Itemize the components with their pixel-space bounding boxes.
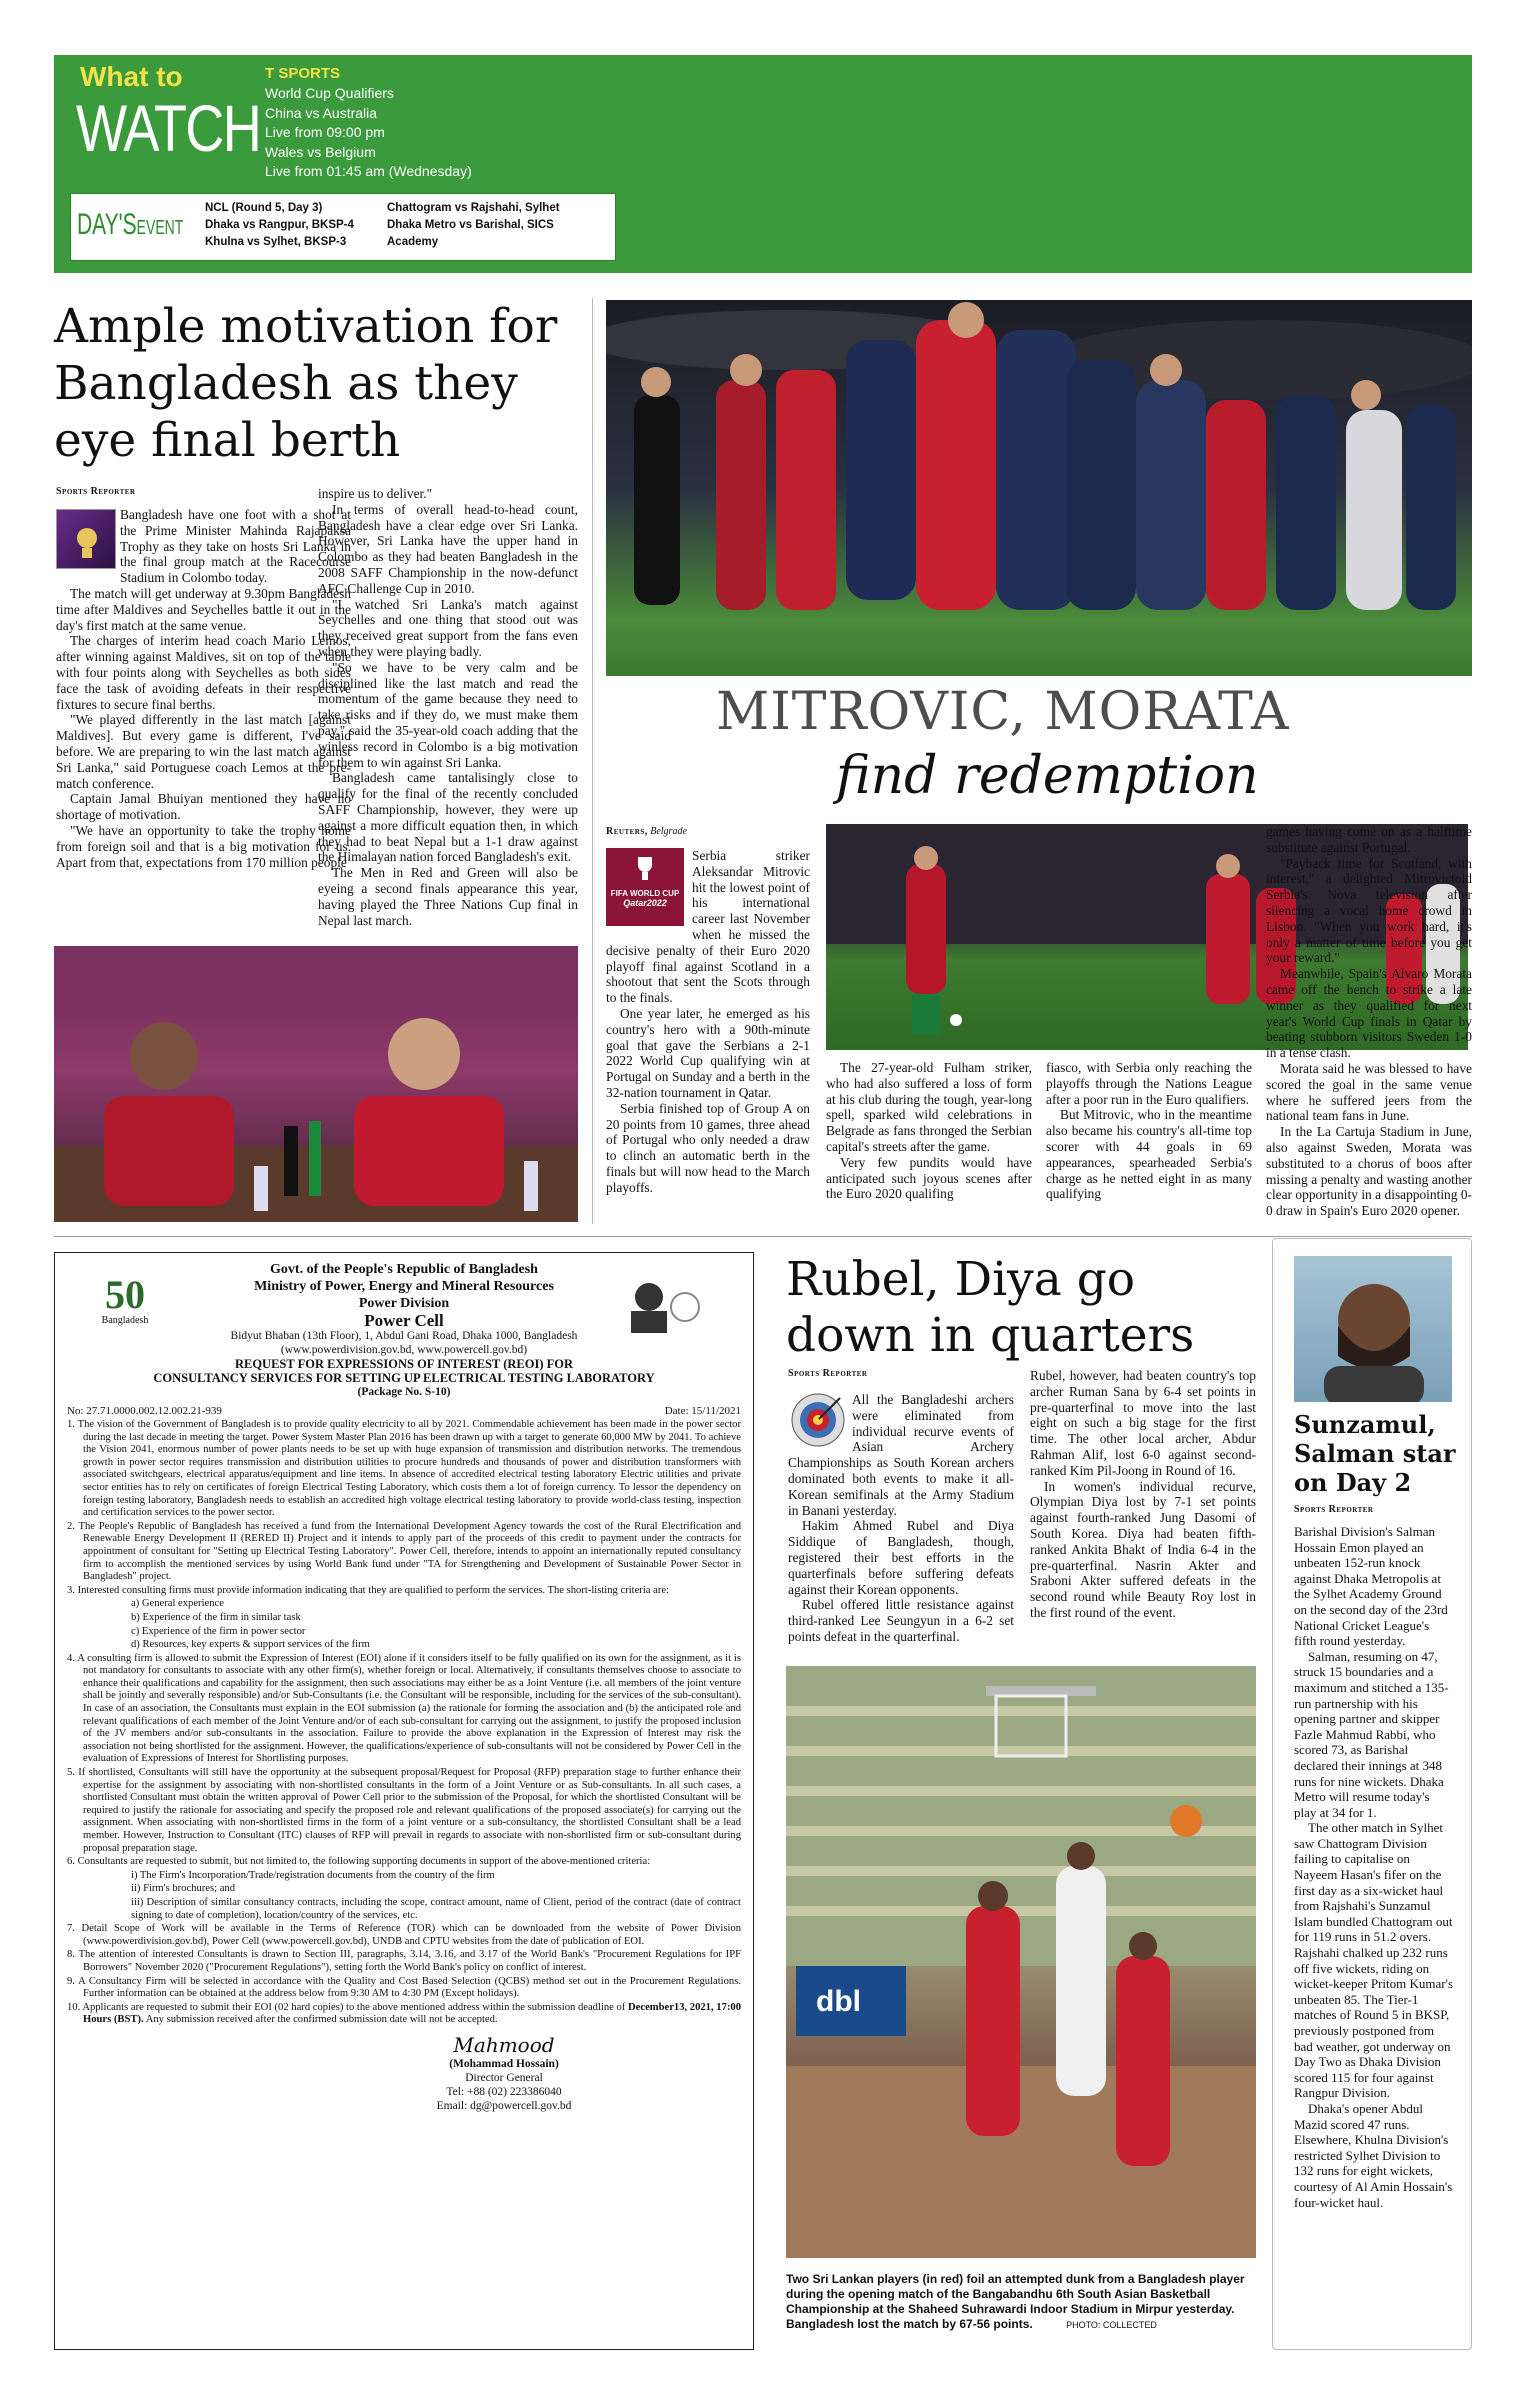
story3-headline: Rubel, Diya go down in quarters bbox=[786, 1252, 1195, 1363]
story1-headline: Ample motivation for Bangladesh as they eye final berth bbox=[54, 299, 558, 468]
paragraph: "Payback time for Scotland, with interest," a delighted Mitrovictold Serbia's Nova television after silencing a vocal home crowd in Lisbon. "When you work hard, it's only a matter of time before you get your reward." bbox=[1266, 855, 1472, 966]
paragraph: Serbia striker Aleksandar Mitrovic hit the lowest point of his international career last November when he missed the decisive penalty of their Euro 2020 playoff final against Scotland in a shootout that sent the Scots through to the finals. bbox=[606, 848, 810, 1006]
event-item: Academy bbox=[387, 236, 439, 248]
paragraph: Serbia finished top of Group A on 20 points from 10 games, three ahead of Portugal who only needed a draw to clinch an automatic berth in the finals but will now head to the March playoffs. bbox=[606, 1100, 810, 1195]
banner-line: Wales vs Belgium bbox=[265, 143, 376, 160]
sig-tel: Tel: +88 (02) 223386040 bbox=[446, 2085, 562, 2098]
ad-title: (Package No. S-10) bbox=[357, 1386, 451, 1398]
what-to-watch-banner bbox=[54, 55, 1472, 273]
event-label-b: EVENT bbox=[136, 217, 184, 239]
logo-caption: Bangladesh bbox=[101, 1315, 149, 1326]
story3-col1 bbox=[788, 1392, 1014, 1645]
story2-col4 bbox=[1266, 824, 1472, 1219]
ad-cell: Power Cell bbox=[364, 1311, 444, 1330]
icon-spacer bbox=[788, 1392, 852, 1452]
days-event-label bbox=[77, 208, 183, 242]
press-conference-illustration bbox=[54, 946, 578, 1222]
basketball-photo bbox=[786, 1666, 1256, 2258]
event-item: Dhaka vs Rangpur, BKSP-4 bbox=[205, 219, 354, 231]
paragraph: Barishal Division's Salman Hossain Emon played an unbeaten 152-run knock against Dhaka Metropolis at the Sylhet Academy Ground on the second day of the 23rd National Cricket League's fifth round yesterday. bbox=[1294, 1524, 1448, 1649]
paragraph: In the La Cartuja Stadium in June, also against Sweden, Morata was substituted to a chorus of boos after missing a penalty and wasting another clear opportunity in a disappointing 0-0 draw in Spain's Euro 2020 opener. bbox=[1266, 1124, 1472, 1219]
ad-ref-row bbox=[67, 1405, 741, 1417]
ad-deadline: December13, 2021, 17:00 Hours (BST). bbox=[83, 2001, 742, 2026]
caption-text: Two Sri Lankan players (in red) foil an attempted dunk from a Bangladesh player during the opening match of the Bangabandhu 6th South Asian Basketball Championship at the Shaheed Suhrawardi Indoor Stadium in Mirpur yesterday. Bangladesh lost the match by 67-56 points. bbox=[786, 2272, 1245, 2331]
logo-spacer bbox=[56, 507, 120, 571]
banner-line: Live from 01:45 am (Wednesday) bbox=[265, 163, 472, 179]
ad-para bbox=[67, 2002, 741, 2027]
paragraph: The other match in Sylhet saw Chattogram Division failing to capitalise on Nayeem Hasan's fifer on the first day as a six-wicket haul from Rajshahi's Sunzamul Islam bundled Chattogram out for 119 runs in 51.2 overs. Rajshahi chalked up 232 runs off five wickets, riding on wicket-keeper Pritom Kumar's unbeaten 85. The Tier-1 matches of Round 5 in BKSP, previously postponed from bad weather, got underway on Day Two as Dhaka Division scored 115 for four against Rangpur Division. bbox=[1294, 1820, 1454, 2101]
paragraph: Rubel, however, had beaten country's top archer Ruman Sana by 6-4 set points in pre-quarterfinal to move into the last eight on such a big stage for the first time. The other local archer, Abdur Rahman Alif, lost 6-0 against second-ranked Kim Pil-Joong in Round of 16. bbox=[1030, 1368, 1256, 1478]
event-col-1 bbox=[205, 200, 354, 251]
ad-para: 8. The attention of interested Consultants is drawn to Section III, paragraphs, 3.14, 3.16, and 3.17 of the World Bank's "Procurement Regulations for IPF Borrowers" November 2020 ("Procurement Regulations"), setting forth the World Bank's policy on conflict of interest. bbox=[67, 1949, 741, 1973]
spain-celebration-photo bbox=[606, 300, 1472, 676]
ad-criteria: iii) Description of similar consultancy contracts, including the scope, contract amount, name of Client, period of the contract (date of contract signing to date of completion), location/country of the services, etc. bbox=[131, 1896, 741, 1921]
ad-para: 6. Consultants are requested to submit, but not limited to, the following supporting documents in support of the above-mentioned criteria: bbox=[67, 1856, 651, 1868]
paragraph: fiasco, with Serbia only reaching the playoffs through the Nations League after a poor run in the Euro qualifiers. bbox=[1046, 1060, 1252, 1107]
ad-title: CONSULTANCY SERVICES FOR SETTING UP ELECTRICAL TESTING LABORATORY bbox=[153, 1371, 655, 1385]
ad-para-10c: Any submission received after the confirmed submission date will not be accepted. bbox=[143, 2014, 498, 2026]
logo-text-b: Qatar2022 bbox=[623, 898, 667, 908]
banner-watch: WATCH bbox=[76, 91, 261, 165]
ad-gov: Govt. of the People's Republic of Bangladesh bbox=[270, 1262, 538, 1277]
story2-byline bbox=[606, 826, 687, 837]
ad-para: 5. If shortlisted, Consultants will still have the opportunity at the subsequent proposal/Request for Proposal (RFP) preparation stage to further enhance their expertise for the assignment by associating with non-shortlisted consultants in the form of a Joint Venture or as Sub-consultants. In all such cases, a shortlisted Consultant must obtain the written approval of Power Cell prior to the submission of the Proposal, for which the shortlisted Consultant will be required to justify the rationale for associating and specify the proposed role and relevant qualifications of the proposed associate(s) for carrying out the assignment. When associating with non-shortlisted firms in the form of a joint venture or a sub-consultancy, the shortlisted Consultant shall be a lead member. However, Instruction to Consultant (ITC) clauses of RFP will prevail in regards to associate with non-shortlisted firm or sub-consultant during proposal preparation stage. bbox=[67, 1767, 741, 1854]
paragraph: games having come on as a halftime substitute against Portugal. bbox=[1266, 824, 1472, 855]
ad-criteria: a) General experience bbox=[131, 1598, 224, 1610]
logo-number: 50 bbox=[105, 1272, 145, 1317]
portrait-icon bbox=[615, 1275, 705, 1335]
story2-col1 bbox=[606, 848, 810, 1196]
portrait-logo bbox=[615, 1275, 705, 1335]
story1-col2 bbox=[318, 486, 578, 928]
story3-col2 bbox=[1030, 1368, 1256, 1621]
story4-headline: Sunzamul, Salman star on Day 2 bbox=[1294, 1410, 1456, 1497]
story2-headline-b: find redemption bbox=[836, 746, 1259, 806]
event-col-2 bbox=[387, 200, 560, 251]
paragraph: "We played differently in the last match [against Maldives]. But every game is different, I've said before. We are preparing to win the last match against Sri Lanka," said Portuguese coach Lemos at the pre-match conference. bbox=[56, 712, 351, 791]
sponsor-board: dbl bbox=[816, 1985, 861, 2018]
banner-what: What to bbox=[80, 61, 183, 92]
ad-para: 2. The People's Republic of Bangladesh has received a fund from the International Development Agency towards the cost of the Rural Electrification and Renewable Energy Development II (RERED II) Project and it intends to apply part of the proceeds of this credit to payment under the contracts for appointment of consultant for "Setting up Electrical Testing Laboratory". Power Cell, therefore, intends to appoint an internationally reputed consultancy firm to accomplish the mentioned services by using World Bank fund under "TA for Strengthening and Development of Sustainable Power Sector in Bangladesh" project. bbox=[67, 1520, 741, 1583]
ad-criteria: b) Experience of the firm in similar task bbox=[131, 1611, 301, 1623]
banner-schedule bbox=[265, 84, 472, 182]
golden-jubilee-logo bbox=[85, 1272, 165, 1335]
paragraph: inspire us to deliver." bbox=[318, 486, 433, 501]
paragraph: Captain Jamal Bhuiyan mentioned they have no shortage of motivation. bbox=[56, 791, 351, 823]
paragraph: One year later, he emerged as his country's hero with a 90th-minute goal that gave the Serbians a 2-1 2022 World Cup qualifying win at Portugal on Sunday and a berth in the 32-nation tournament in Qatar. bbox=[606, 1005, 810, 1100]
paragraph: Meanwhile, Spain's Alvaro Morata came off the bench to strike a late winner as they qualified for next year's World Cup finals in Qatar by beating stubborn visitors Sweden 1-0 in a tense clash. bbox=[1266, 966, 1472, 1061]
paragraph: Bangladesh came tantalisingly close to qualify for the final of the recently concluded SAFF Championship, however, they were up against a more difficult equation then, in which they had to beat Nepal but a 1-1 draw against the Himalayan nation forced Bangladesh's exit. bbox=[318, 770, 578, 865]
ad-para: 1. The vision of the Government of Bangladesh is to provide quality electricity to all by 2021. Commendable achievement has been made in the power sector during the last decade in meeting the target. Power System Master Plan 2016 has been drawn up with a target to generate 60,000 MW by 2041. To achieve the Vision 2041, enormous number of power plants needs to be set up with huge expansion of transmission and distribution networks. The tremendous growth in power sector requires transmission and distribution utilities to procure hundreds and thousands of power and distribution transformers with associated switchgears, electrical apparatus/equipment and line items. In absence of accredited electrical testing laboratory Electric utilities and private sector entities has to rely on certificates of foreign Electrical Testing Laboratory, which costs them a lot of foreign currency. To lessor the dependency on foreign testing laboratory, Bangladesh needs to establish an accredited high voltage electrical testing laboratory to provide world-class testing, inspection and certification services to the power sector. bbox=[67, 1419, 741, 1519]
paragraph: "I watched Sri Lanka's match against Seychelles and one thing that stood out was they received great support from the fans even when they were playing badly. bbox=[318, 596, 578, 659]
ad-signature-block bbox=[267, 2033, 741, 2113]
ad-ref: No: 27.71.0000.002.12.002.21-939 bbox=[67, 1405, 222, 1417]
ad-web: (www.powerdivision.gov.bd, www.powercell.gov.bd) bbox=[280, 1344, 528, 1356]
ad-para: 9. A Consultancy Firm will be selected in accordance with the Quality and Cost Based Selection (QCBS) method set out in the Procurement Regulations. Further information can be obtained at the address below from 9:30 AM to 4:30 PM (Except holidays). bbox=[67, 1975, 741, 2000]
banner-line: Live from 09:00 pm bbox=[265, 124, 385, 140]
column-divider bbox=[592, 298, 593, 1224]
paragraph: All the Bangladeshi archers were eliminated from individual recurve events of Asian Archery Championships as South Korean archers dominated both events to make it all-Korean semifinals at the Army Stadium in Banani yesterday. bbox=[788, 1392, 1014, 1518]
paragraph: The 27-year-old Fulham striker, who had also suffered a loss of form at his club during the tough, year-long spell, sparked wild celebrations in Belgrade as fans thronged the Serbian capital's streets after the game. bbox=[826, 1060, 1032, 1154]
logo-text-a: FIFA WORLD CUP bbox=[610, 889, 680, 898]
sig-email: Email: dg@powercell.gov.bd bbox=[436, 2099, 572, 2112]
paragraph: In women's individual recurve, Olympian Diya lost by 7-1 set points against fourth-ranked Jung Dasomi of South Korea. Diya had beaten fifth-ranked Ankita Bhakt of India 6-4 in the pre-quarterfinal. Nasrin Akter and Sraboni Akter suffered defeats in the second round while Beauty Roy lost in the first round of the event. bbox=[1030, 1478, 1256, 1620]
paragraph: Hakim Ahmed Rubel and Diya Siddique of Bangladesh, though, registered their best efforts in the quarterfinals before suffering defeats against their Korean opponents. bbox=[788, 1518, 1014, 1597]
days-event-box bbox=[70, 193, 616, 261]
story2-headline-a: MITROVIC, MORATA bbox=[716, 682, 1290, 742]
paragraph: Salman, resuming on 47, struck 15 boundaries and a maximum and stitched a 135-run partnership with his opening partner and skipper Fazle Mahmud Rabbi, who scored 73, as Barishal declared their innings at 348 runs for nine wickets. Dhaka Metro will resume today's play at 34 for 1. bbox=[1294, 1648, 1449, 1820]
paragraph: The match will get underway at 9.30pm Bangladesh time after Maldives and Seychelles battle it out in the day's first match at the same venue. bbox=[56, 585, 351, 633]
event-item: NCL (Round 5, Day 3) bbox=[205, 202, 323, 214]
story1-byline: Sports Reporter bbox=[56, 486, 136, 497]
photo-credit: PHOTO: COLLECTED bbox=[1066, 2320, 1157, 2330]
story2-col3 bbox=[1046, 1060, 1252, 1202]
ad-address: Bidyut Bhaban (13th Floor), 1, Abdul Gani Road, Dhaka 1000, Bangladesh bbox=[230, 1330, 578, 1342]
story2-col2 bbox=[826, 1060, 1032, 1202]
ad-criteria: ii) Firm's brochures; and bbox=[131, 1883, 236, 1895]
sig-title: Director General bbox=[465, 2071, 543, 2084]
paragraph: In terms of overall head-to-head count, Bangladesh have a clear edge over Sri Lanka. However, Sri Lanka have the upper hand in Colombo as they had beaten Bangladesh in the 2008 SAFF Championship in the now-defunct AFC Challenge Cup in 2010. bbox=[318, 501, 578, 596]
ad-title: REQUEST FOR EXPRESSIONS OF INTEREST (REOI) FOR bbox=[234, 1357, 574, 1371]
sig-name: (Mohammad Hossain) bbox=[449, 2057, 559, 2070]
ad-para: 3. Interested consulting firms must provide information indicating that they are qualified to perform the services. The short-listing criteria are: bbox=[67, 1584, 670, 1596]
logo-spacer bbox=[606, 848, 692, 940]
press-conference-photo bbox=[54, 946, 578, 1222]
paragraph: The charges of interim head coach Mario Lemos, after winning against Maldives, sit on top of the table with four points along with Seychelles as both sides face the task of avoiding defeats in their respective fixtures to secure final berths. bbox=[56, 633, 351, 712]
event-item: Chattogram vs Rajshahi, Sylhet bbox=[387, 202, 560, 214]
ad-para-10a: 10. Applicants are requested to submit their EOI (02 hard copies) to the above mentioned address within the submission deadline of bbox=[67, 2001, 629, 2013]
portrait-illustration bbox=[1294, 1256, 1452, 1402]
paragraph: But Mitrovic, who in the meantime also became his country's all-time top scorer with 44 goals in 69 appearances, spearheaded Serbia's charge as he netted eight in as many qualifying bbox=[1046, 1107, 1252, 1202]
story2-dateline: Belgrade bbox=[650, 826, 687, 837]
paragraph: The Men in Red and Green will also be eyeing a second finals appearance this year, having played the Three Nations Cup final in Nepal last march. bbox=[318, 865, 578, 928]
story4-body bbox=[1294, 1524, 1454, 2210]
event-item: Khulna vs Sylhet, BKSP-3 bbox=[205, 236, 347, 248]
salman-portrait bbox=[1294, 1256, 1452, 1402]
paragraph: Dhaka's opener Abdul Mazid scored 47 runs. Elsewhere, Khulna Division's restricted Sylhet Division to 132 runs for eight wickets, courtesy of Al Amin Hossain's four-wicket haul. bbox=[1294, 2100, 1453, 2210]
ad-criteria: i) The Firm's Incorporation/Trade/registration documents from the country of the firm bbox=[131, 1869, 495, 1881]
days-label: DAY'S bbox=[77, 208, 137, 241]
banner-channel: T SPORTS bbox=[265, 65, 341, 82]
paragraph: Bangladesh have one foot with a shot at the Prime Minister Mahinda Rajapaksa Trophy as they take on hosts Sri Lanka in the final group match at the Racecourse Stadium in Colombo today. bbox=[120, 507, 351, 586]
ad-criteria: c) Experience of the firm in power sector bbox=[131, 1625, 306, 1637]
photo-caption bbox=[786, 2272, 1256, 2333]
ad-date: Date: 15/11/2021 bbox=[664, 1405, 741, 1417]
paragraph: Rubel offered little resistance against third-ranked Lee Seungyun in a 6-2 set points defeat in the quarterfinal. bbox=[788, 1597, 1014, 1644]
ad-ministry: Ministry of Power, Energy and Mineral Resources bbox=[254, 1279, 554, 1294]
ad-para: 4. A consulting firm is allowed to submit the Expression of Interest (EOI) alone if it considers itself to be fully qualified on its own for the assignment, as it is not mandatory for consultants to associate with any other firm(s), whether foreign or local. Alternatively, if consultants themselves choose to associate to enhance their qualifications and capability for the assignment, then such associations may either be as a Joint Venture (i.e. all members of the joint venture shall be jointly and severally responsible) and/or Sub-Consultants (i.e. the Consultant will be responsible, including for the services of the sub-consultant). In case of an association, the Consultants must explain in the EOI submission (a) the rationale for forming the association and (b) the anticipated role and relevant qualifications of each member of the Joint Venture and/or of each sub-consultant for carrying out the assignment, to justify the proposed inclusion of the JV members and/or sub-consultants in the association. Failure to provide the above explanation in the Expression of Interest may risk the association not being shortlisted for the assignment. However, the qualifications/experience of sub-consultants will not be considered by Power Cell in the evaluation of Expressions of Interest for Shortlisting purposes. bbox=[67, 1652, 741, 1765]
ad-division: Power Division bbox=[358, 1296, 450, 1311]
banner-line: World Cup Qualifiers bbox=[265, 85, 394, 101]
ad-para: 7. Detail Scope of Work will be available in the Terms of Reference (TOR) which can be downloaded from the website of Power Division (www.powerdivision.gov.bd), Power Cell (www.powercell.gov.bd), UNDB and CPTU websites from the date of publication of EOI. bbox=[67, 1923, 741, 1947]
event-item: Dhaka Metro vs Barishal, SICS bbox=[387, 219, 554, 231]
paragraph: "We have an opportunity to take the trophy home from foreign soil and that is a big motivation for us. Apart from that, expectations from 170 million people bbox=[56, 822, 351, 870]
story2-agency: Reuters, bbox=[606, 826, 648, 837]
paragraph: "So we have to be very calm and be disciplined like the last match and read the momentum of the game because they need to take risks and if they do, we must make them pay," said the 35-year-old coach adding that the winless record in Colombo is a big motivation for them to win against Sri Lanka. bbox=[318, 659, 578, 770]
story4-byline: Sports Reporter bbox=[1294, 1504, 1374, 1515]
ad-criteria: d) Resources, key experts & support services of the firm bbox=[131, 1639, 370, 1651]
story1-col1 bbox=[56, 507, 351, 870]
celebration-illustration bbox=[606, 300, 1472, 676]
paragraph: Morata said he was blessed to have scored the goal in the same venue where he suffered jeers from the national team fans in June. bbox=[1266, 1060, 1472, 1124]
signature: Mahmood bbox=[453, 2032, 555, 2057]
section-divider bbox=[54, 1236, 1472, 1237]
govt-advertisement bbox=[54, 1252, 754, 2350]
banner-line: China vs Australia bbox=[265, 104, 378, 121]
paragraph: Very few pundits would have anticipated such joyous scenes after the Euro 2020 qualifing bbox=[826, 1154, 1032, 1202]
story3-byline: Sports Reporter bbox=[788, 1368, 868, 1379]
basketball-illustration bbox=[786, 1666, 1256, 2258]
